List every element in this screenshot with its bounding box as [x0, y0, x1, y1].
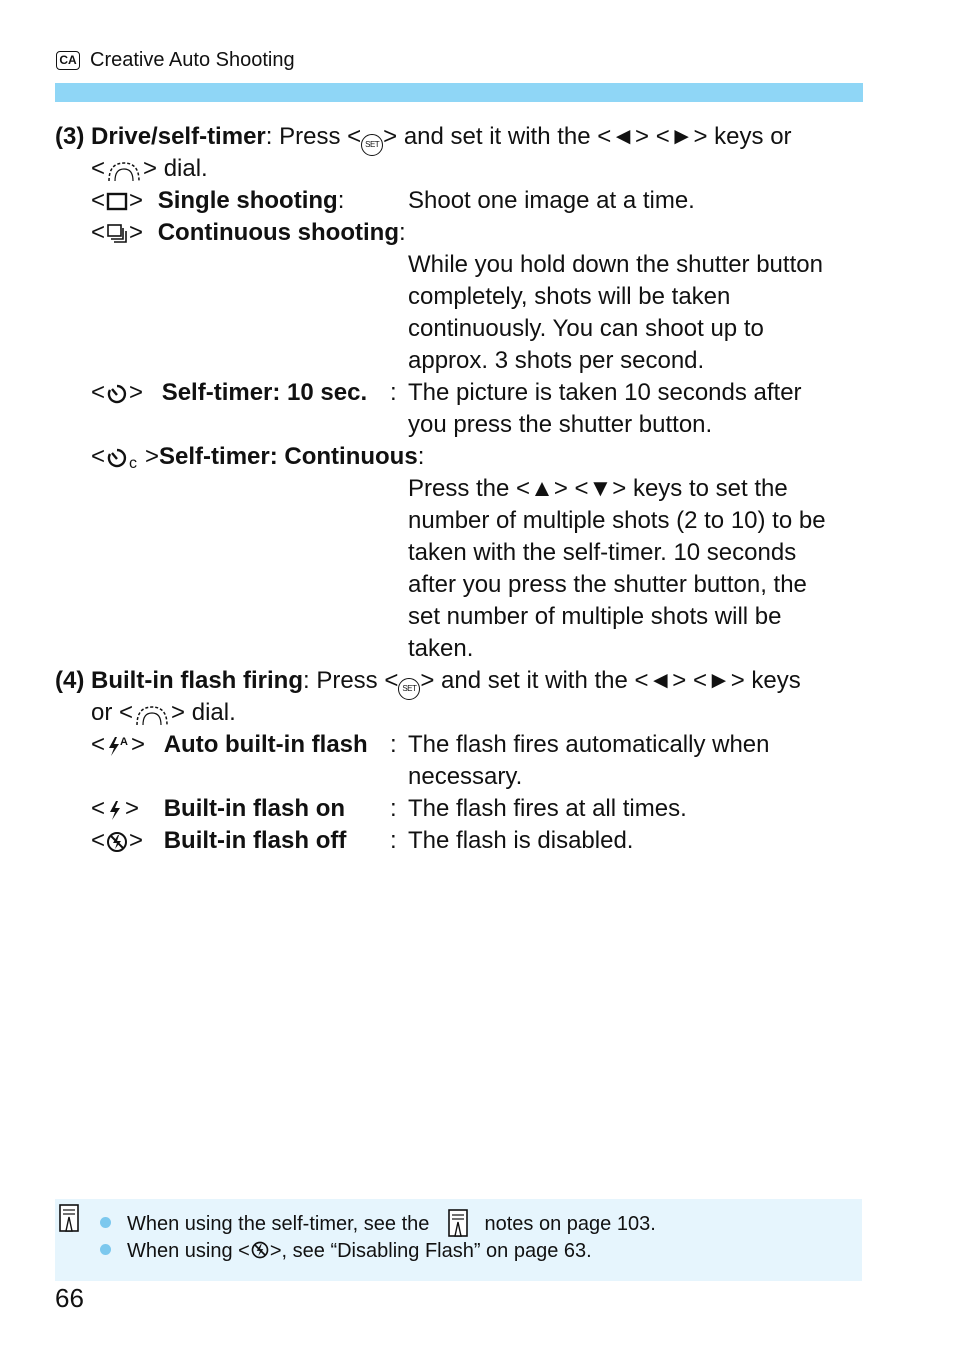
- section3-intro-b: > and set it with the <◄> <►> keys or: [383, 123, 792, 150]
- section4-intro-b: > and set it with the <◄> <►> keys: [420, 667, 801, 694]
- desc-line: you press the shutter button.: [408, 411, 713, 438]
- sep: :: [390, 827, 397, 854]
- header-title: Creative Auto Shooting: [90, 49, 295, 71]
- desc-line: taken with the self-timer. 10 seconds: [408, 539, 797, 566]
- sep: :: [390, 795, 397, 822]
- sep: :: [398, 219, 406, 246]
- sep: :: [390, 379, 397, 406]
- main-dial-icon: [133, 701, 171, 727]
- note1-text-b: notes on page 103.: [484, 1213, 656, 1235]
- desc-line: Press the <▲> <▼> keys to set the: [408, 475, 788, 502]
- drive-item-self-timer-10: < > Self-timer: 10 sec. :: [91, 377, 367, 409]
- drive-item-single: < > Single shooting:: [91, 187, 345, 214]
- section3-number: (3): [55, 123, 85, 150]
- main-dial-icon: [105, 157, 143, 183]
- section4-intro-d: > dial.: [171, 699, 236, 726]
- desc-line: set number of multiple shots will be: [408, 603, 782, 630]
- flash-desc-on: The flash fires at all times.: [408, 795, 687, 822]
- set-button-icon: SET: [361, 134, 383, 156]
- note-item-1: [100, 1208, 656, 1239]
- section3-heading: [55, 121, 792, 156]
- flash-item-off: < > Built-in flash off :: [91, 825, 346, 857]
- section3-heading-line2: [91, 153, 208, 185]
- flash-label-auto: Auto built-in flash: [163, 731, 368, 758]
- section4-heading: [55, 665, 801, 700]
- desc-line: continuously. You can shoot up to: [408, 315, 764, 342]
- drive-item-self-timer-continuous: < c >Self-timer: Continuous:: [91, 443, 425, 470]
- note-item-2: [100, 1237, 592, 1266]
- continuous-shooting-icon: [105, 223, 129, 245]
- section3-intro-d: > dial.: [143, 155, 208, 182]
- single-shooting-icon: [105, 191, 129, 213]
- drive-label-single: Single shooting: [157, 187, 338, 214]
- flash-item-auto: < A > Auto built-in flash :: [91, 729, 368, 761]
- section4-number: (4): [55, 667, 85, 694]
- desc-line: after you press the shutter button, the: [408, 571, 807, 598]
- sep: :: [417, 443, 425, 470]
- bullet-icon: [100, 1217, 111, 1228]
- memo-icon: [58, 1203, 80, 1233]
- auto-flash-icon: [105, 734, 131, 758]
- desc-line: The picture is taken 10 seconds after: [408, 379, 802, 406]
- flash-item-on: < > Built-in flash on :: [91, 793, 345, 825]
- drive-desc-self-timer-10: [408, 377, 858, 441]
- flash-label-on: Built-in flash on: [163, 795, 346, 822]
- note1-text-a: When using the self-timer, see the: [127, 1213, 430, 1235]
- section4-title: Built-in flash firing: [91, 667, 303, 694]
- self-timer-10-icon: [105, 382, 129, 406]
- desc-line: approx. 3 shots per second.: [408, 347, 705, 374]
- flash-off-icon: [250, 1240, 270, 1260]
- section3-intro-c: <: [91, 155, 106, 182]
- sep: :: [337, 187, 345, 214]
- section3-intro-a: : Press <: [265, 123, 362, 150]
- flash-label-off: Built-in flash off: [163, 827, 347, 854]
- page-number: 66: [55, 1283, 84, 1313]
- section3-title: Drive/self-timer: [91, 123, 266, 150]
- desc-line: taken.: [408, 635, 474, 662]
- drive-desc-self-timer-continuous: [408, 473, 858, 665]
- drive-item-continuous: < > Continuous shooting:: [91, 219, 406, 246]
- svg-text:c: c: [129, 454, 138, 470]
- flash-on-icon: [105, 798, 125, 822]
- drive-label-continuous: Continuous shooting: [157, 219, 399, 246]
- page-header: [56, 49, 295, 72]
- section4-intro-a: : Press <: [303, 667, 399, 694]
- desc-line: While you hold down the shutter button: [408, 251, 823, 278]
- section4-intro-c: or <: [91, 699, 134, 726]
- desc-line: The flash fires automatically when: [408, 731, 770, 758]
- svg-text:A: A: [120, 735, 128, 748]
- drive-label-self-timer-continuous: Self-timer: Continuous: [159, 443, 418, 470]
- sep: :: [390, 731, 397, 758]
- desc-line: necessary.: [408, 763, 523, 790]
- flash-off-icon: [105, 830, 129, 854]
- header-accent-bar: [55, 83, 863, 102]
- note2-text-a: When using <: [127, 1240, 250, 1262]
- drive-desc-single: Shoot one image at a time.: [408, 187, 695, 214]
- desc-line: number of multiple shots (2 to 10) to be: [408, 507, 826, 534]
- memo-icon: [447, 1208, 469, 1238]
- drive-label-self-timer-10: Self-timer: 10 sec.: [161, 379, 368, 406]
- set-button-icon: SET: [398, 678, 420, 700]
- section4-heading-line2: [91, 697, 236, 729]
- bullet-icon: [100, 1244, 111, 1255]
- flash-desc-auto: [408, 729, 858, 793]
- creative-auto-icon: CA: [56, 51, 80, 70]
- self-timer-continuous-icon: [105, 446, 145, 470]
- drive-desc-continuous: [408, 249, 858, 377]
- note2-text-b: >, see “Disabling Flash” on page 63.: [269, 1240, 592, 1262]
- desc-line: completely, shots will be taken: [408, 283, 731, 310]
- flash-desc-off: The flash is disabled.: [408, 827, 634, 854]
